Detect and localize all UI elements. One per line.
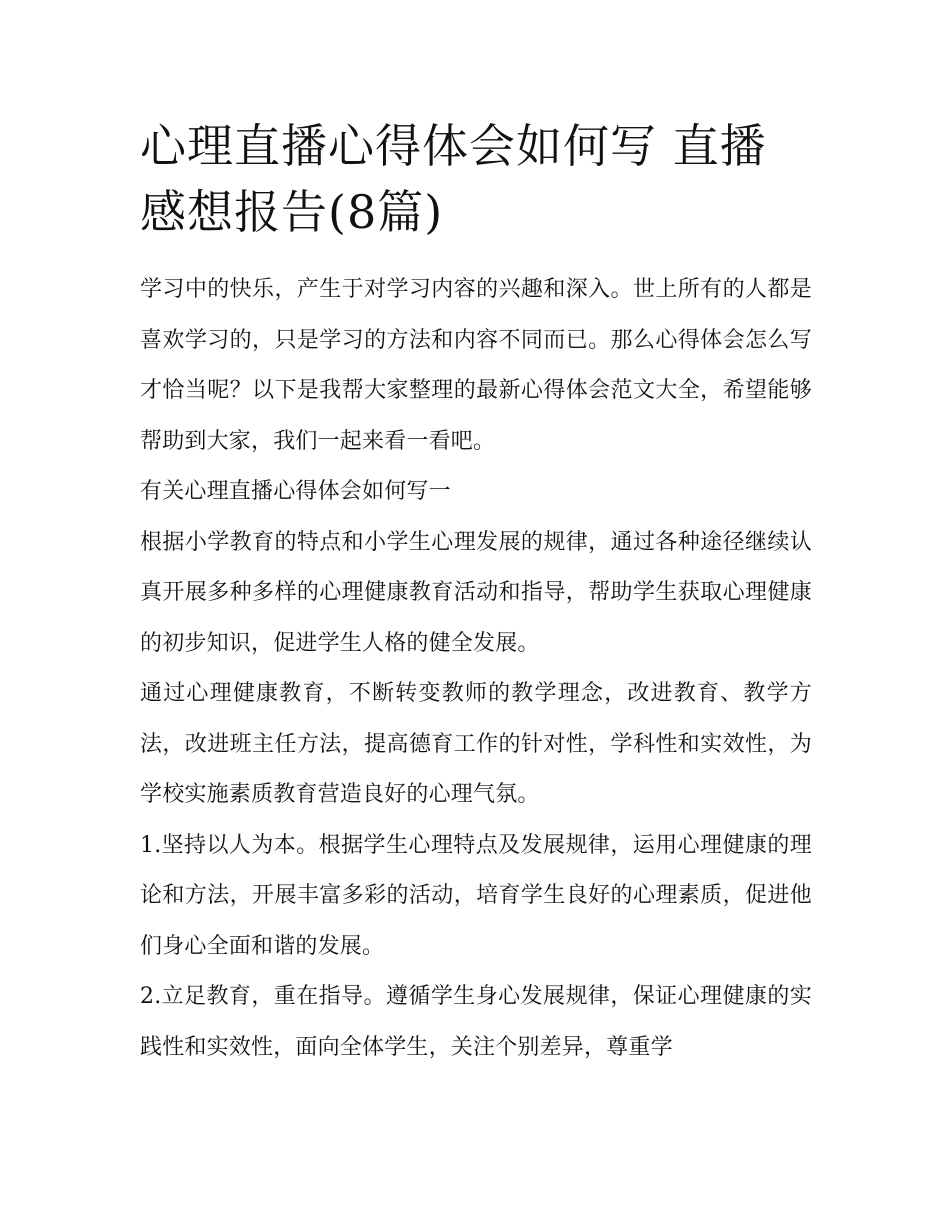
paragraph-goal-1: 根据小学教育的特点和小学生心理发展的规律，通过各种途径继续认真开展多种多样的心理健康教育活动和指导，帮助学生获取心理健康的初步知识，促进学生人格的健全发展。 bbox=[140, 529, 812, 656]
paragraph-item-1: 1.坚持以人为本。根据学生心理特点及发展规律，运用心理健康的理论和方法，开展丰富多彩的活动，培育学生良好的心理素质，促进他们身心全面和谐的发展。 bbox=[140, 832, 812, 959]
paragraph-heading: 有关心理直播心得体会如何写一 bbox=[140, 479, 451, 504]
document-body bbox=[140, 265, 812, 1073]
paragraph-goal-2: 通过心理健康教育，不断转变教师的教学理念，改进教育、教学方法，改进班主任方法，提高德育工作的针对性，学科性和实效性，为学校实施素质教育营造良好的心理气氛。 bbox=[140, 681, 812, 807]
paragraph-item-2: 2.立足教育，重在指导。遵循学生身心发展规律，保证心理健康的实践性和实效性，面向全体学生，关注个别差异，尊重学 bbox=[140, 984, 812, 1060]
document-title: 心理直播心得体会如何写 直播感想报告(8篇) bbox=[140, 119, 767, 239]
paragraph-intro: 学习中的快乐，产生于对学习内容的兴趣和深入。世上所有的人都是喜欢学习的，只是学习的方法和内容不同而已。那么心得体会怎么写才恰当呢？以下是我帮大家整理的最新心得体会范文大全，希望能够帮助到大家，我们一起来看一看吧。 bbox=[140, 277, 812, 454]
document-content bbox=[140, 113, 812, 1073]
